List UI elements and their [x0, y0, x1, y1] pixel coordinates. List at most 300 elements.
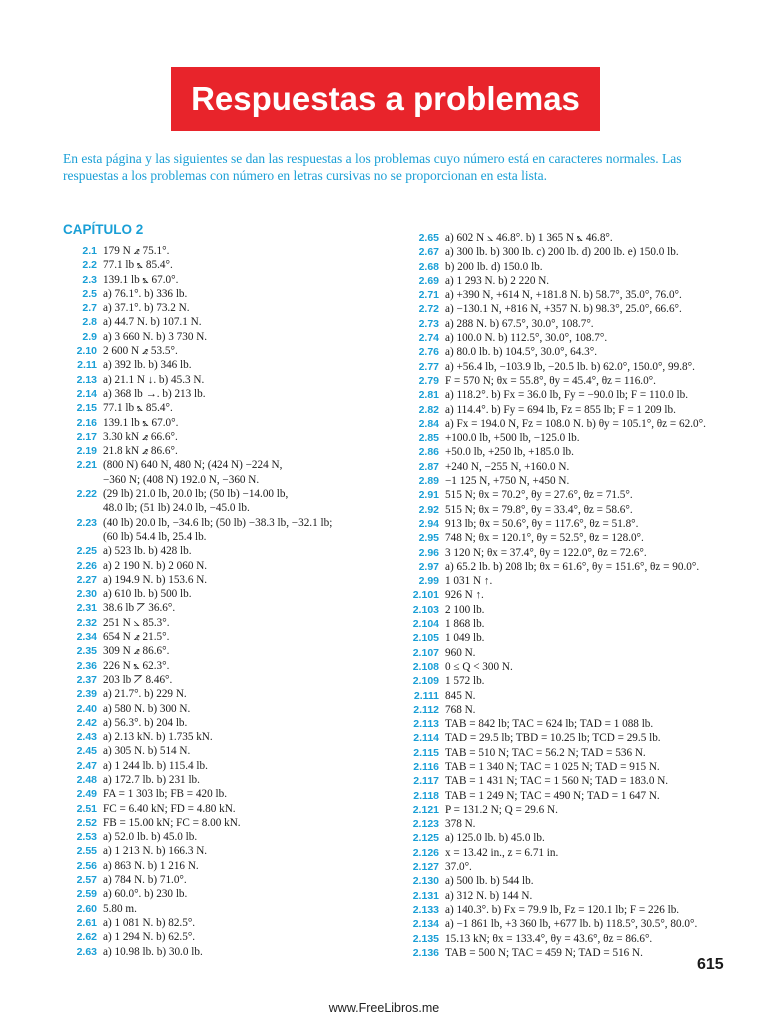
answer-row — [63, 816, 403, 830]
answer-text — [103, 802, 403, 816]
answer-row — [405, 260, 745, 274]
problem-number: 2.133 — [412, 903, 439, 916]
problem-number: 2.30 — [76, 588, 97, 601]
answer-text — [445, 345, 745, 359]
problem-number: 2.56 — [76, 859, 97, 872]
answer-row — [405, 531, 745, 545]
answer-row — [405, 560, 745, 574]
answer-line: 1 049 lb. — [445, 632, 485, 645]
problem-number: 2.10 — [76, 345, 97, 358]
answer-text — [103, 244, 403, 258]
answer-row — [405, 345, 745, 359]
problem-number: 2.39 — [76, 688, 97, 701]
answer-text — [445, 517, 745, 531]
answer-text — [103, 330, 403, 344]
problem-number: 2.107 — [412, 646, 439, 659]
answer-row — [405, 445, 745, 459]
answer-text — [445, 789, 745, 803]
problem-number: 2.26 — [76, 559, 97, 572]
answer-row — [63, 358, 403, 372]
answer-row — [405, 631, 745, 645]
answer-text — [103, 458, 403, 487]
answer-line: 913 lb; θx = 50.6°, θy = 117.6°, θz = 51.8°. — [445, 517, 639, 530]
answer-text — [103, 816, 403, 830]
problem-number: 2.51 — [76, 802, 97, 815]
answer-text — [445, 631, 745, 645]
answer-text — [445, 674, 745, 688]
problem-number: 2.67 — [418, 246, 439, 259]
answer-line: a) 65.2 lb. b) 208 lb; θx = 61.6°, θy = 151.6°, θz = 90.0°. — [445, 560, 700, 573]
answer-line: a) 523 lb. b) 428 lb. — [103, 545, 192, 558]
problem-number: 2.25 — [76, 545, 97, 558]
answer-row — [63, 401, 403, 415]
problem-number: 2.121 — [412, 803, 439, 816]
answer-row — [405, 603, 745, 617]
problem-number: 2.34 — [76, 631, 97, 644]
answer-line: a) 3 660 N. b) 3 730 N. — [103, 330, 208, 343]
answer-line: TAB = 1 249 N; TAC = 490 N; TAD = 1 647 N. — [445, 789, 660, 802]
answer-row — [405, 302, 745, 316]
answer-text — [445, 260, 745, 274]
problem-number: 2.53 — [76, 831, 97, 844]
problem-number: 2.40 — [76, 702, 97, 715]
answer-text — [445, 588, 745, 602]
answer-text — [103, 716, 403, 730]
answer-row — [405, 588, 745, 602]
answer-row — [63, 544, 403, 558]
answer-row — [63, 887, 403, 901]
answer-text — [103, 730, 403, 744]
answer-row — [405, 860, 745, 874]
answer-text — [103, 258, 403, 272]
answer-text — [103, 702, 403, 716]
answer-text — [445, 274, 745, 288]
problem-number: 2.135 — [412, 932, 439, 945]
answer-text — [445, 774, 745, 788]
answer-line: 226 N ⦩ 62.3°. — [103, 659, 170, 672]
answer-line: F = 570 N; θx = 55.8°, θy = 45.4°, θz = 116.0°. — [445, 374, 656, 387]
answer-text — [445, 531, 745, 545]
answer-text — [445, 460, 745, 474]
problem-number: 2.82 — [418, 403, 439, 416]
answer-text — [445, 574, 745, 588]
answer-row — [63, 659, 403, 673]
answer-text — [103, 644, 403, 658]
answer-text — [103, 773, 403, 787]
answer-text — [445, 889, 745, 903]
answer-row — [405, 431, 745, 445]
answer-row — [405, 374, 745, 388]
answer-text — [445, 917, 745, 931]
answer-row — [63, 387, 403, 401]
answer-text — [103, 744, 403, 758]
answer-text — [445, 874, 745, 888]
problem-number: 2.55 — [76, 845, 97, 858]
answer-line: a) 1 244 lb. b) 115.4 lb. — [103, 759, 208, 772]
answer-line: a) 2.13 kN. b) 1.735 kN. — [103, 731, 213, 744]
answer-row — [63, 330, 403, 344]
answer-row — [63, 716, 403, 730]
problem-number: 2.73 — [418, 317, 439, 330]
answer-row — [63, 559, 403, 573]
answer-line: x = 13.42 in., z = 6.71 in. — [445, 846, 559, 859]
answer-line: a) 368 lb →. b) 213 lb. — [103, 387, 206, 400]
problem-number: 2.13 — [76, 373, 97, 386]
answer-line: a) 194.9 N. b) 153.6 N. — [103, 573, 208, 586]
answer-row — [63, 516, 403, 545]
answer-text — [445, 803, 745, 817]
problem-number: 2.61 — [76, 916, 97, 929]
answer-row — [63, 616, 403, 630]
answer-line: 38.6 lb ⦢ 36.6°. — [103, 602, 176, 615]
answer-line: a) 114.4°. b) Fy = 694 lb, Fz = 855 lb; F = 1 209 lb. — [445, 403, 676, 416]
chapter-heading: CAPÍTULO 2 — [63, 222, 144, 237]
problem-number: 2.89 — [418, 475, 439, 488]
problem-number: 2.111 — [413, 689, 439, 702]
answer-row — [63, 430, 403, 444]
problem-number: 2.42 — [76, 716, 97, 729]
answer-text — [445, 546, 745, 560]
answer-row — [63, 458, 403, 487]
answer-row — [63, 702, 403, 716]
problem-number: 2.68 — [418, 260, 439, 273]
answer-row — [405, 717, 745, 731]
answer-line: 3.30 kN ⦨ 66.6°. — [103, 430, 178, 443]
answer-text — [445, 374, 745, 388]
answer-text — [103, 373, 403, 387]
answer-line: a) 172.7 lb. b) 231 lb. — [103, 773, 200, 786]
problem-number: 2.27 — [76, 573, 97, 586]
answer-text — [103, 787, 403, 801]
problem-number: 2.37 — [76, 673, 97, 686]
problem-number: 2.115 — [413, 746, 439, 759]
problem-number: 2.72 — [418, 303, 439, 316]
answer-line: a) 118.2°. b) Fx = 36.0 lb, Fy = −90.0 lb; F = 110.0 lb. — [445, 389, 689, 402]
answer-row — [63, 916, 403, 930]
answer-line: a) 60.0°. b) 230 lb. — [103, 888, 188, 901]
problem-number: 2.11 — [77, 359, 97, 372]
answer-row — [405, 917, 745, 931]
answer-text — [103, 830, 403, 844]
problem-number: 2.9 — [82, 330, 97, 343]
answer-text — [445, 317, 745, 331]
answer-text — [445, 760, 745, 774]
answer-row — [63, 759, 403, 773]
answer-text — [445, 746, 745, 760]
answer-line: a) −130.1 N, +816 N, +357 N. b) 98.3°, 25.0°, 66.6°. — [445, 303, 682, 316]
problem-number: 2.76 — [418, 346, 439, 359]
answer-line: TAB = 500 N; TAC = 459 N; TAD = 516 N. — [445, 946, 643, 959]
answer-line: a) 125.0 lb. b) 45.0 lb. — [445, 832, 545, 845]
answer-line: a) −1 861 lb, +3 360 lb, +677 lb. b) 118.5°, 30.5°, 80.0°. — [445, 918, 698, 931]
answer-text — [103, 916, 403, 930]
problem-number: 2.109 — [412, 675, 439, 688]
answer-text — [103, 630, 403, 644]
answer-line: a) 140.3°. b) Fx = 79.9 lb, Fz = 120.1 lb; F = 226 lb. — [445, 903, 680, 916]
answer-line: a) 1 213 N. b) 166.3 N. — [103, 845, 208, 858]
answer-text — [103, 859, 403, 873]
answer-row — [63, 344, 403, 358]
answer-row — [63, 287, 403, 301]
answer-text — [103, 358, 403, 372]
problem-number: 2.22 — [76, 488, 97, 501]
answer-row — [63, 573, 403, 587]
answer-text — [445, 288, 745, 302]
answer-line: −360 N; (408 N) 192.0 N, −360 N. — [103, 473, 260, 486]
answer-row — [405, 831, 745, 845]
answer-line: 48.0 lb; (51 lb) 24.0 lb, −45.0 lb. — [103, 502, 250, 515]
answer-text — [103, 287, 403, 301]
problem-number: 2.103 — [412, 603, 439, 616]
answer-text — [445, 831, 745, 845]
footer-link[interactable]: www.FreeLibros.me — [328, 1001, 440, 1015]
answer-row — [405, 846, 745, 860]
answer-line: a) 10.98 lb. b) 30.0 lb. — [103, 945, 203, 958]
answer-line: 203 lb ⦢ 8.46°. — [103, 673, 173, 686]
problem-number: 2.131 — [412, 889, 439, 902]
answer-row — [405, 760, 745, 774]
answer-row — [405, 660, 745, 674]
problem-number: 2.130 — [412, 875, 439, 888]
answer-line: a) 312 N. b) 144 N. — [445, 889, 533, 902]
answer-text — [103, 344, 403, 358]
answer-text — [103, 601, 403, 615]
problem-number: 2.21 — [76, 459, 97, 472]
answer-text — [103, 573, 403, 587]
answer-line: a) 21.7°. b) 229 N. — [103, 688, 187, 701]
answer-row — [405, 803, 745, 817]
answer-line: a) 610 lb. b) 500 lb. — [103, 588, 192, 601]
answer-row — [63, 444, 403, 458]
problem-number: 2.125 — [412, 832, 439, 845]
answer-line: 179 N ⦨ 75.1°. — [103, 245, 170, 257]
problem-number: 2.74 — [418, 332, 439, 345]
problem-number: 2.134 — [412, 918, 439, 931]
answer-row — [405, 674, 745, 688]
problem-number: 2.52 — [76, 816, 97, 829]
answer-row — [63, 273, 403, 287]
answers-column-left — [63, 244, 403, 959]
answer-line: 15.13 kN; θx = 133.4°, θy = 43.6°, θz = 86.6°. — [445, 932, 653, 945]
answer-row — [405, 331, 745, 345]
problem-number: 2.91 — [418, 489, 439, 502]
answer-row — [405, 731, 745, 745]
answer-line: 2 100 lb. — [445, 603, 485, 616]
problem-number: 2.8 — [82, 316, 97, 329]
answer-line: a) 1 294 N. b) 62.5°. — [103, 931, 196, 944]
answer-row — [63, 244, 403, 258]
answer-text — [445, 603, 745, 617]
problem-number: 2.118 — [413, 789, 439, 802]
answer-row — [63, 787, 403, 801]
answer-text — [445, 231, 745, 245]
answer-text — [445, 717, 745, 731]
answer-row — [405, 874, 745, 888]
answer-line: a) 784 N. b) 71.0°. — [103, 874, 187, 887]
answer-line: +100.0 lb, +500 lb, −125.0 lb. — [445, 432, 580, 445]
answer-text — [445, 445, 745, 459]
answer-text — [445, 560, 745, 574]
problem-number: 2.31 — [76, 602, 97, 615]
answer-line: 1 572 lb. — [445, 675, 485, 688]
problem-number: 2.48 — [76, 773, 97, 786]
intro-paragraph: En esta página y las siguientes se dan las respuestas a los problemas cuyo número está en caracteres normales. Las respuestas a los problemas con número en letras cursivas no se proporcionan en esta lista. — [63, 151, 682, 183]
answer-row — [405, 488, 745, 502]
answer-line: a) 2 190 N. b) 2 060 N. — [103, 559, 208, 572]
answer-line: a) +56.4 lb, −103.9 lb, −20.5 lb. b) 62.0°, 150.0°, 99.8°. — [445, 360, 695, 373]
answer-row — [63, 301, 403, 315]
answer-line: a) 500 lb. b) 544 lb. — [445, 875, 534, 888]
answer-text — [445, 703, 745, 717]
problem-number: 2.5 — [82, 287, 97, 300]
answer-line: 378 N. — [445, 818, 476, 831]
answer-row — [63, 416, 403, 430]
answer-line: a) 288 N. b) 67.5°, 30.0°, 108.7°. — [445, 317, 594, 330]
problem-number: 2.77 — [418, 360, 439, 373]
answer-row — [405, 517, 745, 531]
answer-row — [405, 817, 745, 831]
problem-number: 2.101 — [412, 589, 439, 602]
problem-number: 2.114 — [413, 732, 439, 745]
problem-number: 2.7 — [82, 302, 97, 315]
answer-row — [63, 830, 403, 844]
answer-row — [63, 730, 403, 744]
problem-number: 2.19 — [76, 445, 97, 458]
answer-line: 77.1 lb ⦩ 85.4°. — [103, 402, 173, 415]
problem-number: 2.3 — [82, 273, 97, 286]
answer-text — [103, 416, 403, 430]
answer-text — [445, 403, 745, 417]
answer-line: 0 ≤ Q < 300 N. — [445, 660, 513, 673]
answer-row — [405, 231, 745, 245]
problem-number: 2.57 — [76, 874, 97, 887]
answer-text — [103, 273, 403, 287]
answer-row — [405, 388, 745, 402]
answer-line: a) 21.1 N ↓. b) 45.3 N. — [103, 373, 205, 386]
problem-number: 2.112 — [413, 703, 439, 716]
answer-text — [445, 431, 745, 445]
problem-number: 2.45 — [76, 745, 97, 758]
answer-text — [103, 401, 403, 415]
problem-number: 2.136 — [412, 946, 439, 959]
answer-row — [405, 646, 745, 660]
answer-text — [445, 860, 745, 874]
problem-number: 2.94 — [418, 517, 439, 530]
answer-line: 77.1 lb ⦩ 85.4°. — [103, 259, 173, 272]
answer-row — [405, 617, 745, 631]
answer-line: FC = 6.40 kN; FD = 4.80 kN. — [103, 802, 236, 815]
problem-number: 2.105 — [412, 632, 439, 645]
answer-text — [103, 559, 403, 573]
answer-row — [63, 315, 403, 329]
page-title: Respuestas a problemas — [191, 80, 580, 117]
problem-number: 2.49 — [76, 788, 97, 801]
answer-text — [445, 388, 745, 402]
answer-text — [103, 687, 403, 701]
answer-row — [63, 258, 403, 272]
answer-line: (29 lb) 21.0 lb, 20.0 lb; (50 lb) −14.00 lb, — [103, 488, 289, 501]
answer-row — [405, 903, 745, 917]
answer-line: a) 100.0 N. b) 112.5°, 30.0°, 108.7°. — [445, 332, 608, 345]
answer-row — [405, 474, 745, 488]
answer-row — [405, 774, 745, 788]
answer-line: a) 52.0 lb. b) 45.0 lb. — [103, 831, 198, 844]
answer-line: 654 N ⦨ 21.5°. — [103, 631, 170, 644]
answer-row — [405, 574, 745, 588]
answer-row — [63, 644, 403, 658]
answer-text — [103, 945, 403, 959]
problem-number: 2.71 — [418, 289, 439, 302]
answer-line: TAB = 842 lb; TAC = 624 lb; TAD = 1 088 lb. — [445, 718, 654, 731]
answer-text — [103, 616, 403, 630]
problem-number: 2.2 — [82, 259, 97, 272]
answer-line: 139.1 lb ⦩ 67.0°. — [103, 273, 179, 286]
answer-line: b) 200 lb. d) 150.0 lb. — [445, 260, 543, 273]
answer-text — [103, 887, 403, 901]
answer-text — [445, 331, 745, 345]
answer-text — [103, 844, 403, 858]
answer-text — [445, 503, 745, 517]
problem-number: 2.84 — [418, 417, 439, 430]
answer-row — [405, 403, 745, 417]
answer-row — [405, 746, 745, 760]
answer-row — [405, 274, 745, 288]
answer-line: +50.0 lb, +250 lb, +185.0 lb. — [445, 446, 574, 459]
answer-row — [405, 889, 745, 903]
answer-line: a) 1 081 N. b) 82.5°. — [103, 916, 196, 929]
answer-line: 960 N. — [445, 646, 476, 659]
answer-line: 37.0°. — [445, 861, 472, 874]
answer-line: 845 N. — [445, 689, 476, 702]
problem-number: 2.99 — [418, 575, 439, 588]
problem-number: 2.32 — [76, 616, 97, 629]
answer-text — [445, 360, 745, 374]
answer-row — [63, 487, 403, 516]
answer-text — [445, 689, 745, 703]
answer-line: a) 56.3°. b) 204 lb. — [103, 716, 188, 729]
answer-row — [63, 873, 403, 887]
problem-number: 2.59 — [76, 888, 97, 901]
answer-line: a) 37.1°. b) 73.2 N. — [103, 302, 190, 315]
answer-row — [63, 630, 403, 644]
answer-text — [103, 873, 403, 887]
answer-line: TAB = 1 431 N; TAC = 1 560 N; TAD = 183.0 N. — [445, 775, 669, 788]
answer-row — [405, 703, 745, 717]
answer-line: 1 868 lb. — [445, 618, 485, 631]
answer-text — [103, 487, 403, 516]
answer-text — [103, 315, 403, 329]
answer-row — [63, 373, 403, 387]
problem-number: 2.17 — [76, 430, 97, 443]
page-number: 615 — [697, 956, 724, 973]
answer-text — [103, 659, 403, 673]
problem-number: 2.35 — [76, 645, 97, 658]
problem-number: 2.23 — [76, 516, 97, 529]
answer-text — [103, 930, 403, 944]
answer-line: −1 125 N, +750 N, +450 N. — [445, 475, 570, 488]
answer-text — [445, 646, 745, 660]
answer-line: P = 131.2 N; Q = 29.6 N. — [445, 803, 558, 816]
answer-row — [63, 930, 403, 944]
problem-number: 2.86 — [418, 446, 439, 459]
answer-text — [445, 731, 745, 745]
answer-text — [445, 245, 745, 259]
answer-text — [445, 488, 745, 502]
answer-line: a) 602 N ⦣ 46.8°. b) 1 365 N ⦩ 46.8°. — [445, 232, 613, 244]
answer-row — [63, 587, 403, 601]
answer-text — [445, 846, 745, 860]
answer-text — [103, 587, 403, 601]
